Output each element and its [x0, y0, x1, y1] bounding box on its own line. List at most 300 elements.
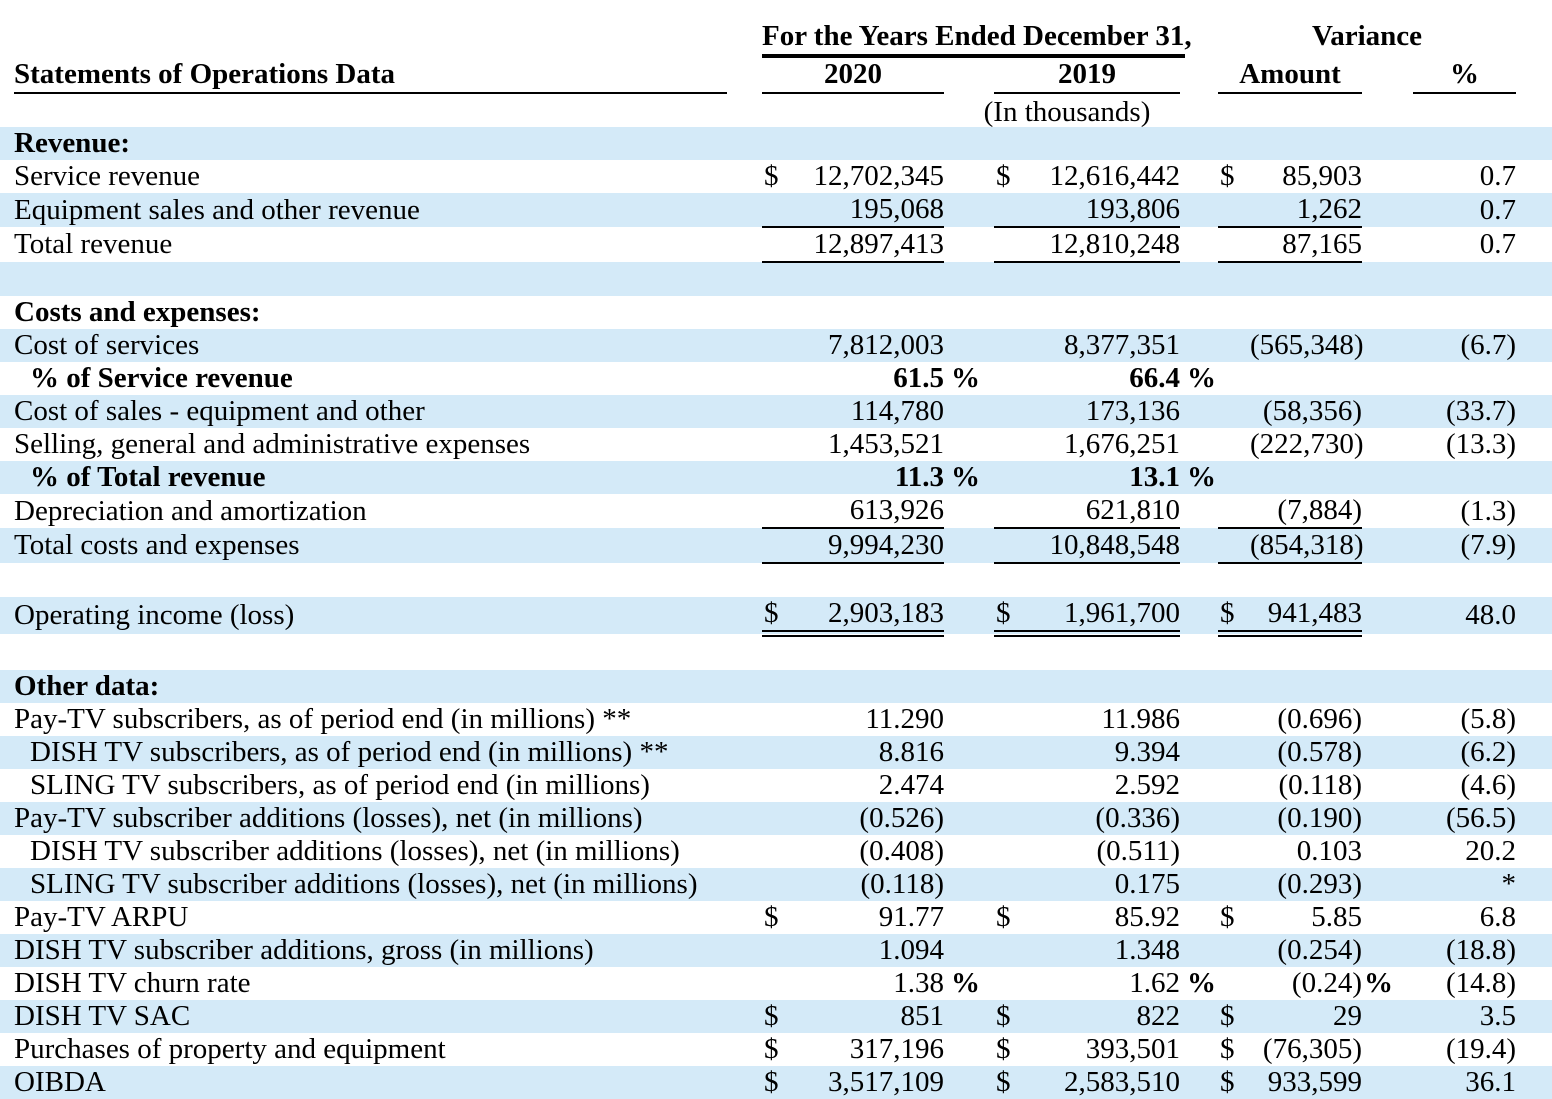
dollar-sign-2019: $	[996, 160, 1011, 193]
dollar-sign-2020	[762, 494, 794, 528]
row-label: Total revenue	[14, 228, 173, 261]
row-label	[0, 563, 762, 597]
row-label: Revenue:	[14, 127, 130, 160]
dollar-sign-variance: $	[1220, 160, 1235, 193]
value-variance	[1250, 262, 1362, 296]
value-2019: 1,961,700	[1028, 597, 1180, 634]
value-variance-percent: 20.2	[1465, 835, 1517, 868]
value-2020: 9,994,230	[794, 528, 944, 563]
dollar-sign-2020: $	[764, 901, 779, 934]
dollar-sign-2019	[994, 967, 1028, 1000]
dollar-sign-2019	[994, 127, 1028, 160]
dollar-sign-2020	[762, 296, 794, 329]
dollar-sign-2019	[994, 769, 1028, 802]
dollar-sign-2019: $	[996, 1033, 1011, 1066]
percent-suffix-2020	[944, 670, 994, 703]
value-2020: 2.474	[878, 769, 944, 802]
value-variance-percent	[1400, 461, 1552, 494]
value-variance: (0.293)	[1277, 868, 1362, 901]
value-variance-percent: (1.3)	[1460, 494, 1517, 527]
value-2019: 193,806	[1028, 193, 1180, 227]
title-cell	[0, 58, 762, 94]
value-variance	[1250, 296, 1362, 329]
percent-suffix-2020: %	[951, 461, 980, 494]
percent-suffix-2019	[1180, 528, 1218, 563]
value-2020: 7,812,003	[828, 329, 944, 362]
header-gap	[1362, 58, 1400, 94]
table-row	[0, 193, 1552, 227]
row-label: DISH TV subscriber additions (losses), net (in millions)	[30, 835, 680, 868]
percent-suffix-2019	[1180, 934, 1218, 967]
percent-suffix-variance	[1362, 597, 1400, 634]
percent-suffix-variance	[1362, 1000, 1400, 1033]
col-amount-cell	[1218, 58, 1362, 94]
value-variance-percent	[1400, 296, 1552, 329]
dollar-sign-2020	[762, 835, 794, 868]
table-row	[0, 362, 1552, 395]
value-2019	[1028, 262, 1180, 296]
percent-suffix-2019	[1180, 428, 1218, 461]
dollar-sign-variance: $	[1220, 1000, 1235, 1033]
value-variance	[1250, 563, 1362, 597]
percent-suffix-2020	[944, 868, 994, 901]
header-spacer	[1180, 94, 1552, 127]
dollar-sign-2020: $	[762, 597, 794, 634]
table-row	[0, 634, 1552, 671]
dollar-sign-2020	[762, 934, 794, 967]
percent-suffix-2019	[1180, 1000, 1218, 1033]
percent-suffix-variance	[1362, 868, 1400, 901]
value-variance-percent: (6.7)	[1460, 329, 1517, 362]
percent-suffix-variance	[1362, 835, 1400, 868]
dollar-sign-2020	[762, 329, 794, 362]
percent-suffix-2019: %	[1187, 461, 1216, 494]
dollar-sign-2019: $	[996, 1000, 1011, 1033]
value-2020: 195,068	[794, 193, 944, 227]
percent-suffix-variance: %	[1364, 967, 1393, 1000]
value-2019: 8,377,351	[1064, 329, 1180, 362]
percent-suffix-2019	[1180, 703, 1218, 736]
table-row	[0, 967, 1552, 1000]
value-2019: 1.348	[1114, 934, 1180, 967]
value-variance: (222,730)	[1250, 428, 1364, 461]
dollar-sign-variance	[1218, 395, 1250, 428]
units-note-cell	[983, 94, 1180, 128]
row-label: Pay-TV ARPU	[14, 901, 189, 934]
percent-suffix-variance	[1362, 563, 1400, 597]
table-row	[0, 1000, 1552, 1033]
value-variance: 29	[1333, 1000, 1362, 1033]
value-2020	[794, 670, 944, 703]
row-label: SLING TV subscribers, as of period end (in millions)	[30, 769, 650, 802]
dollar-sign-2020	[762, 362, 794, 395]
percent-suffix-variance	[1362, 494, 1400, 528]
header-spacer	[762, 94, 994, 127]
col-2020-heading: 2020	[762, 59, 944, 94]
value-variance: (0.190)	[1277, 802, 1362, 835]
value-2019: 1.62	[1129, 967, 1180, 1000]
dollar-sign-2019	[994, 329, 1028, 362]
value-variance-percent: (18.8)	[1445, 934, 1517, 967]
percent-suffix-2019	[1180, 901, 1218, 934]
value-2019: (0.511)	[1096, 835, 1180, 868]
table-row	[0, 227, 1552, 262]
value-variance: (7,884)	[1250, 494, 1362, 528]
percent-suffix-2019	[1180, 802, 1218, 835]
value-2019: 12,616,442	[1049, 160, 1180, 193]
value-2020: 8.816	[878, 736, 944, 769]
table-row	[0, 296, 1552, 329]
percent-suffix-2020	[944, 1000, 994, 1033]
value-2020: 91.77	[878, 901, 944, 934]
value-2020	[794, 262, 944, 296]
percent-suffix-variance	[1362, 428, 1400, 461]
dollar-sign-2019	[994, 193, 1028, 227]
table-row	[0, 1033, 1552, 1066]
percent-suffix-2020	[944, 528, 994, 563]
dollar-sign-2020: $	[764, 1066, 779, 1099]
value-2019: 85.92	[1114, 901, 1180, 934]
percent-suffix-2020	[944, 329, 994, 362]
value-2020	[794, 127, 944, 160]
table-header	[0, 0, 1552, 127]
dollar-sign-variance: $	[1220, 1033, 1235, 1066]
value-variance-percent	[1400, 127, 1552, 160]
value-variance-percent	[1400, 670, 1552, 703]
value-2020: 1.38	[893, 967, 944, 1000]
percent-suffix-variance	[1362, 160, 1400, 193]
row-label: SLING TV subscriber additions (losses), net (in millions)	[30, 868, 698, 901]
value-2019: 2.592	[1114, 769, 1180, 802]
percent-suffix-2019	[1180, 160, 1218, 193]
dollar-sign-2019	[994, 296, 1028, 329]
dollar-sign-2019	[994, 736, 1028, 769]
value-variance-percent: 0.7	[1479, 228, 1517, 261]
value-variance-percent	[1400, 634, 1552, 671]
col-percent-cell	[1400, 58, 1552, 94]
percent-suffix-variance	[1362, 528, 1400, 563]
percent-suffix-2019	[1180, 395, 1218, 428]
value-variance: 941,483	[1250, 597, 1362, 634]
value-variance-percent: (5.8)	[1460, 703, 1517, 736]
table-row	[0, 395, 1552, 428]
value-variance: 0.103	[1296, 835, 1362, 868]
table-row	[0, 703, 1552, 736]
percent-suffix-variance	[1362, 395, 1400, 428]
dollar-sign-variance	[1218, 127, 1250, 160]
table-row	[0, 127, 1552, 160]
dollar-sign-2020	[762, 868, 794, 901]
percent-suffix-variance	[1362, 362, 1400, 395]
value-variance: (0.696)	[1277, 703, 1362, 736]
table-row	[0, 736, 1552, 769]
percent-suffix-2019	[1180, 670, 1218, 703]
col-2020-cell	[762, 58, 944, 94]
percent-suffix-2019	[1180, 127, 1218, 160]
dollar-sign-variance	[1218, 262, 1250, 296]
value-variance: 1,262	[1250, 193, 1362, 227]
row-label: % of Total revenue	[30, 461, 266, 494]
dollar-sign-2019	[994, 703, 1028, 736]
value-variance-percent: 0.7	[1479, 160, 1517, 193]
dollar-sign-variance	[1218, 670, 1250, 703]
table-row	[0, 563, 1552, 597]
percent-suffix-2019	[1180, 329, 1218, 362]
value-2020: 3,517,109	[828, 1066, 944, 1099]
percent-suffix-variance	[1362, 736, 1400, 769]
value-2019: 12,810,248	[1028, 227, 1180, 262]
table-row	[0, 262, 1552, 296]
row-label: Pay-TV subscribers, as of period end (in millions) **	[14, 703, 632, 736]
value-variance: 5.85	[1311, 901, 1362, 934]
value-2020	[794, 296, 944, 329]
value-2019: 173,136	[1085, 395, 1180, 428]
col-amount-heading: Amount	[1218, 59, 1362, 94]
value-2020: 11.3	[894, 461, 944, 494]
col-2019-cell	[994, 58, 1180, 94]
value-variance-percent: (13.3)	[1445, 428, 1517, 461]
percent-suffix-2019	[1180, 296, 1218, 329]
dollar-sign-2019	[994, 461, 1028, 494]
value-variance-percent: (56.5)	[1445, 802, 1517, 835]
table-row	[0, 769, 1552, 802]
dollar-sign-2019: $	[996, 901, 1011, 934]
dollar-sign-variance	[1218, 494, 1250, 528]
percent-suffix-2019	[1180, 262, 1218, 296]
dollar-sign-2019	[994, 835, 1028, 868]
percent-suffix-variance	[1362, 296, 1400, 329]
value-variance-percent: 36.1	[1465, 1066, 1517, 1099]
row-label: Pay-TV subscriber additions (losses), net (in millions)	[14, 802, 643, 835]
value-2019: 0.175	[1114, 868, 1180, 901]
percent-suffix-2020	[944, 835, 994, 868]
row-label: DISH TV subscribers, as of period end (in millions) **	[30, 736, 669, 769]
percent-suffix-variance	[1362, 1033, 1400, 1066]
header-spacer	[0, 94, 762, 127]
dollar-sign-variance	[1218, 329, 1250, 362]
value-2020	[794, 563, 944, 597]
row-label: % of Service revenue	[30, 362, 293, 395]
dollar-sign-variance: $	[1218, 597, 1250, 634]
percent-suffix-variance	[1362, 127, 1400, 160]
value-variance-percent: (6.2)	[1460, 736, 1517, 769]
percent-suffix-2020	[944, 1033, 994, 1066]
percent-suffix-2020	[944, 934, 994, 967]
percent-suffix-2020: %	[951, 967, 980, 1000]
percent-suffix-2019	[1180, 494, 1218, 528]
dollar-sign-variance	[1218, 868, 1250, 901]
dollar-sign-2019: $	[994, 597, 1028, 634]
dollar-sign-variance	[1218, 634, 1250, 671]
header-row-group	[0, 0, 1552, 58]
value-2019	[1028, 563, 1180, 597]
dollar-sign-variance	[1218, 967, 1250, 1000]
dollar-sign-2019	[994, 802, 1028, 835]
value-variance-percent: (7.9)	[1460, 529, 1517, 562]
percent-suffix-variance	[1362, 193, 1400, 227]
value-2019: 13.1	[1129, 461, 1180, 494]
dollar-sign-2019	[994, 934, 1028, 967]
value-variance: (854,318)	[1250, 529, 1364, 562]
percent-suffix-2019	[1180, 1033, 1218, 1066]
units-note: (In thousands)	[983, 95, 1151, 128]
value-variance: 87,165	[1250, 227, 1362, 262]
value-variance-percent: (33.7)	[1445, 395, 1517, 428]
percent-suffix-variance	[1362, 670, 1400, 703]
dollar-sign-variance	[1218, 193, 1250, 227]
value-2019: 2,583,510	[1064, 1066, 1180, 1099]
value-variance	[1250, 461, 1362, 494]
dollar-sign-2020: $	[764, 1000, 779, 1033]
percent-suffix-2019	[1180, 769, 1218, 802]
table-row	[0, 868, 1552, 901]
percent-suffix-variance	[1362, 1066, 1400, 1099]
value-variance-percent: 3.5	[1479, 1000, 1517, 1033]
row-label: Total costs and expenses	[14, 529, 300, 562]
dollar-sign-variance	[1218, 835, 1250, 868]
value-2019: 11.986	[1101, 703, 1180, 736]
value-variance-percent: 6.8	[1479, 901, 1517, 934]
col-2019-heading: 2019	[994, 59, 1180, 94]
percent-suffix-2019	[1180, 1066, 1218, 1099]
percent-suffix-variance	[1362, 802, 1400, 835]
header-gap	[944, 58, 994, 94]
value-variance: (76,305)	[1262, 1033, 1362, 1066]
value-2019	[1028, 296, 1180, 329]
percent-suffix-2020	[944, 703, 994, 736]
table-row	[0, 670, 1552, 703]
dollar-sign-variance	[1218, 703, 1250, 736]
percent-suffix-2020	[944, 802, 994, 835]
percent-suffix-2020	[944, 296, 994, 329]
table-row	[0, 802, 1552, 835]
row-label: Cost of services	[14, 329, 200, 362]
dollar-sign-2019	[994, 563, 1028, 597]
value-2020: 2,903,183	[794, 597, 944, 634]
dollar-sign-2020	[762, 703, 794, 736]
dollar-sign-2019	[994, 868, 1028, 901]
header-row-columns	[0, 58, 1552, 94]
dollar-sign-variance	[1218, 296, 1250, 329]
value-2019	[1028, 634, 1180, 671]
table-row	[0, 461, 1552, 494]
dollar-sign-variance	[1218, 428, 1250, 461]
dollar-sign-2020	[762, 769, 794, 802]
table-row	[0, 835, 1552, 868]
value-variance: (0.254)	[1277, 934, 1362, 967]
dollar-sign-2019: $	[996, 1066, 1011, 1099]
dollar-sign-2020	[762, 563, 794, 597]
percent-suffix-2019	[1180, 227, 1218, 262]
table-row	[0, 901, 1552, 934]
header-spacer	[0, 0, 762, 58]
dollar-sign-2019	[994, 528, 1028, 563]
value-variance	[1250, 670, 1362, 703]
percent-suffix-variance	[1362, 901, 1400, 934]
table-row	[0, 597, 1552, 634]
percent-suffix-2020	[944, 494, 994, 528]
header-row-units	[0, 94, 1552, 127]
value-variance: (58,356)	[1262, 395, 1362, 428]
value-variance	[1250, 127, 1362, 160]
row-label	[0, 634, 762, 671]
value-2020: 11.290	[865, 703, 944, 736]
table-row	[0, 494, 1552, 528]
value-2020: 114,780	[850, 395, 944, 428]
percent-suffix-2019: %	[1187, 362, 1216, 395]
row-label: Purchases of property and equipment	[14, 1033, 446, 1066]
table-row	[0, 428, 1552, 461]
dollar-sign-variance	[1218, 563, 1250, 597]
dollar-sign-2020	[762, 461, 794, 494]
row-label: Equipment sales and other revenue	[14, 193, 420, 226]
dollar-sign-variance	[1218, 736, 1250, 769]
row-label: DISH TV SAC	[14, 1000, 191, 1033]
value-2020	[794, 634, 944, 671]
value-2020: 1,453,521	[828, 428, 944, 461]
dollar-sign-2020	[762, 802, 794, 835]
value-variance-percent	[1400, 563, 1552, 597]
dollar-sign-2019	[994, 227, 1028, 262]
dollar-sign-2020	[762, 262, 794, 296]
dollar-sign-2020	[762, 127, 794, 160]
percent-suffix-2019: %	[1187, 967, 1216, 1000]
percent-suffix-2020	[944, 395, 994, 428]
percent-suffix-2020	[944, 227, 994, 262]
dollar-sign-2020: $	[764, 1033, 779, 1066]
value-variance-percent: 48.0	[1465, 599, 1517, 632]
percent-suffix-2020	[944, 563, 994, 597]
value-variance-percent: (4.6)	[1460, 769, 1517, 802]
percent-suffix-2020	[944, 769, 994, 802]
value-2019: 393,501	[1085, 1033, 1180, 1066]
percent-suffix-2020	[944, 1066, 994, 1099]
value-2020: 61.5	[893, 362, 944, 395]
percent-suffix-variance	[1362, 329, 1400, 362]
percent-suffix-2019	[1180, 193, 1218, 227]
value-variance	[1250, 362, 1362, 395]
table-row	[0, 160, 1552, 193]
value-2019: 1,676,251	[1064, 428, 1180, 461]
table-body	[0, 127, 1552, 1099]
row-label: DISH TV subscriber additions, gross (in millions)	[14, 934, 594, 967]
dollar-sign-2019	[994, 362, 1028, 395]
header-gap	[1180, 58, 1218, 94]
value-variance: (565,348)	[1250, 329, 1364, 362]
percent-suffix-variance	[1362, 461, 1400, 494]
value-variance-percent	[1400, 362, 1552, 395]
dollar-sign-2020	[762, 395, 794, 428]
dollar-sign-variance	[1218, 769, 1250, 802]
value-variance-percent: 0.7	[1479, 193, 1517, 226]
percent-suffix-2020	[944, 160, 994, 193]
percent-suffix-variance	[1362, 227, 1400, 262]
dollar-sign-2020	[762, 634, 794, 671]
years-group-cell	[762, 0, 1218, 58]
value-variance-percent: (19.4)	[1445, 1033, 1517, 1066]
value-variance: 933,599	[1267, 1066, 1362, 1099]
dollar-sign-variance	[1218, 461, 1250, 494]
row-label: Cost of sales - equipment and other	[14, 395, 425, 428]
table-row	[0, 1066, 1552, 1099]
value-2019	[1028, 670, 1180, 703]
value-2019: 822	[1136, 1000, 1180, 1033]
value-variance-percent: (14.8)	[1445, 967, 1517, 1000]
percent-suffix-2020	[944, 428, 994, 461]
percent-suffix-variance	[1362, 934, 1400, 967]
value-2019: 621,810	[1028, 494, 1180, 528]
value-variance: (0.578)	[1277, 736, 1362, 769]
